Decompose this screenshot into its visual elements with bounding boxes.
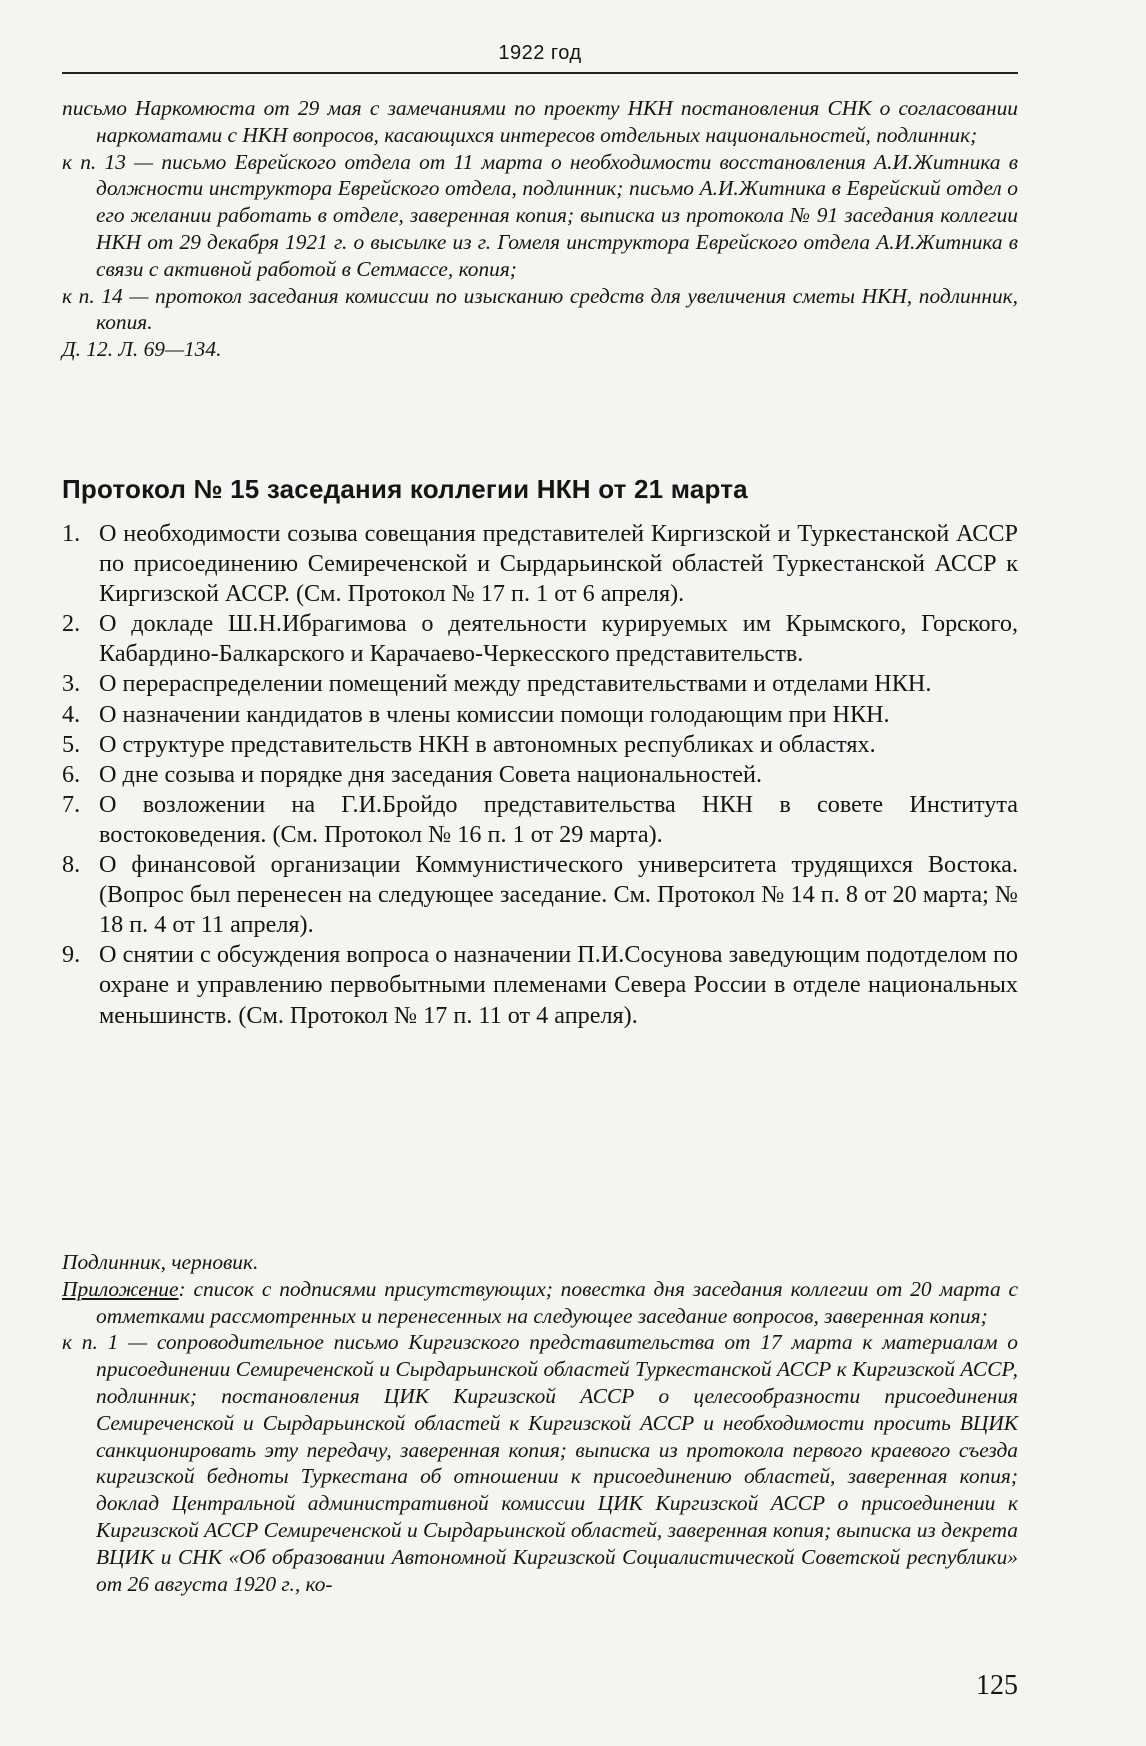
protocol-title: Протокол № 15 заседания коллегии НКН от 21 марта — [62, 474, 748, 504]
agenda-item — [62, 669, 1018, 699]
appendix-paragraph — [62, 1276, 1018, 1330]
note-paragraph: письмо Наркомюста от 29 мая с замечаниями по проекту НКН постановления СНК о согласовании наркоматами с НКН вопросов, касающихся интересов отдельных национальностей, подлинник; — [62, 96, 1018, 147]
agenda-item-number: 7. — [62, 790, 81, 818]
note-paragraph: к п. 1 — сопроводительное письмо Киргизского представительства от 17 марта к материалам о присоединении Семиреченской и Сырдарьинской областей Туркестанской АССР к Киргизской АССР, подлинник; постановления ЦИК Киргизской АССР о целесообразности присоединения Семиреченской и Сырдарьинской областей к Киргизской АССР и необходимости просить ВЦИК санкционировать эту передачу, заверенная копия; выписка из протокола первого краевого съезда киргизской бедноты Туркестана об отношении к присоединению областей, заверенная копия; доклад Центральной административной комиссии ЦИК Киргизской АССР о присоединении к Киргизской АССР Семиреченской и Сырдарьинской областей, заверенная копия; выписка из декрета ВЦИК и СНК «Об образовании Автономной Киргизской Социалистической Советской республики» от 26 августа 1920 г., ко- — [62, 1330, 1018, 1596]
agenda-item-number: 6. — [62, 760, 81, 788]
agenda-item-number: 8. — [62, 851, 81, 879]
agenda-item-number: 1. — [62, 520, 81, 547]
agenda-item-number: 3. — [62, 670, 81, 698]
appendix-text: : список с подписями присутствующих; повестка дня заседания коллегии от 20 марта с отметками рассмотренных и перенесенных на следующее заседание вопросов, заверенная копия; — [96, 1276, 1018, 1328]
agenda-item — [62, 790, 1018, 850]
agenda-item-number: 4. — [62, 700, 81, 728]
page-number: 125 — [976, 1670, 1018, 1701]
top-notes — [62, 95, 1018, 363]
original-note: Подлинник, черновик. — [62, 1250, 259, 1274]
agenda-item-text: О возложении на Г.И.Бройдо представительства НКН в совете Института востоковедения. (См. Протокол № 16 п. 1 от 29 марта). — [99, 790, 1018, 848]
agenda-item-text: О дне созыва и порядке дня заседания Совета национальностей. — [99, 760, 763, 788]
agenda-item-text: О структуре представительств НКН в автономных республиках и областях. — [99, 730, 876, 758]
agenda-item — [62, 850, 1018, 940]
agenda-item-text: О перераспределении помещений между представительствами и отделами НКН. — [99, 670, 932, 698]
agenda-item-text: О назначении кандидатов в члены комиссии помощи голодающим при НКН. — [99, 700, 890, 728]
agenda-item — [62, 730, 1018, 760]
agenda-item-text: О финансовой организации Коммунистического университета трудящихся Востока. (Вопрос был перенесен на следующее заседание. См. Протокол № 14 п. 8 от 20 марта; № 18 п. 4 от 11 апреля). — [99, 851, 1018, 939]
note-paragraph: к п. 13 — письмо Еврейского отдела от 11 марта о необходимости восстановления А.И.Житника в должности инструктора Еврейского отдела, подлинник; письмо А.И.Житника в Еврейский отдел о его желании работать в отделе, заверенная копия; выписка из протокола № 91 заседания коллегии НКН от 29 декабря 1921 г. о высылке из г. Гомеля инструктора Еврейского отдела А.И.Житника в связи с активной работой в Сетмассе, копия; — [62, 149, 1018, 281]
agenda-item-text: О докладе Ш.Н.Ибрагимова о деятельности курируемых им Крымского, Горского, Кабардино-Балкарского и Карачаево-Черкесского представительств. — [99, 610, 1018, 668]
agenda-list — [62, 519, 1018, 1031]
agenda-item-number: 9. — [62, 941, 81, 969]
agenda-item-number: 2. — [62, 610, 81, 638]
running-head: 1922 год — [498, 42, 582, 64]
agenda-item — [62, 940, 1018, 1030]
archive-reference: Д. 12. Л. 69—134. — [62, 337, 222, 362]
agenda-item-text: О необходимости созыва совещания представителей Киргизской и Туркестанской АССР по присоединению Семиреченской и Сырдарьинской областей Туркестанской АССР к Киргизской АССР. (См. Протокол № 17 п. 1 от 6 апреля). — [99, 520, 1018, 608]
agenda-item-number: 5. — [62, 730, 81, 758]
agenda-item — [62, 609, 1018, 669]
header-rule — [62, 72, 1018, 74]
note-paragraph: к п. 14 — протокол заседания комиссии по изысканию средств для увеличения сметы НКН, подлинник, копия. — [62, 283, 1018, 335]
agenda-item — [62, 760, 1018, 790]
agenda-item-text: О снятии с обсуждения вопроса о назначении П.И.Сосунова заведующим подотделом по охране и управлению первобытными племенами Севера России в отделе национальных меньшинств. (См. Протокол № 17 п. 11 от 4 апреля). — [99, 941, 1018, 1029]
bottom-notes — [62, 1249, 1018, 1597]
agenda-item — [62, 700, 1018, 730]
appendix-label: Приложение — [62, 1276, 179, 1301]
agenda-item — [62, 519, 1018, 609]
